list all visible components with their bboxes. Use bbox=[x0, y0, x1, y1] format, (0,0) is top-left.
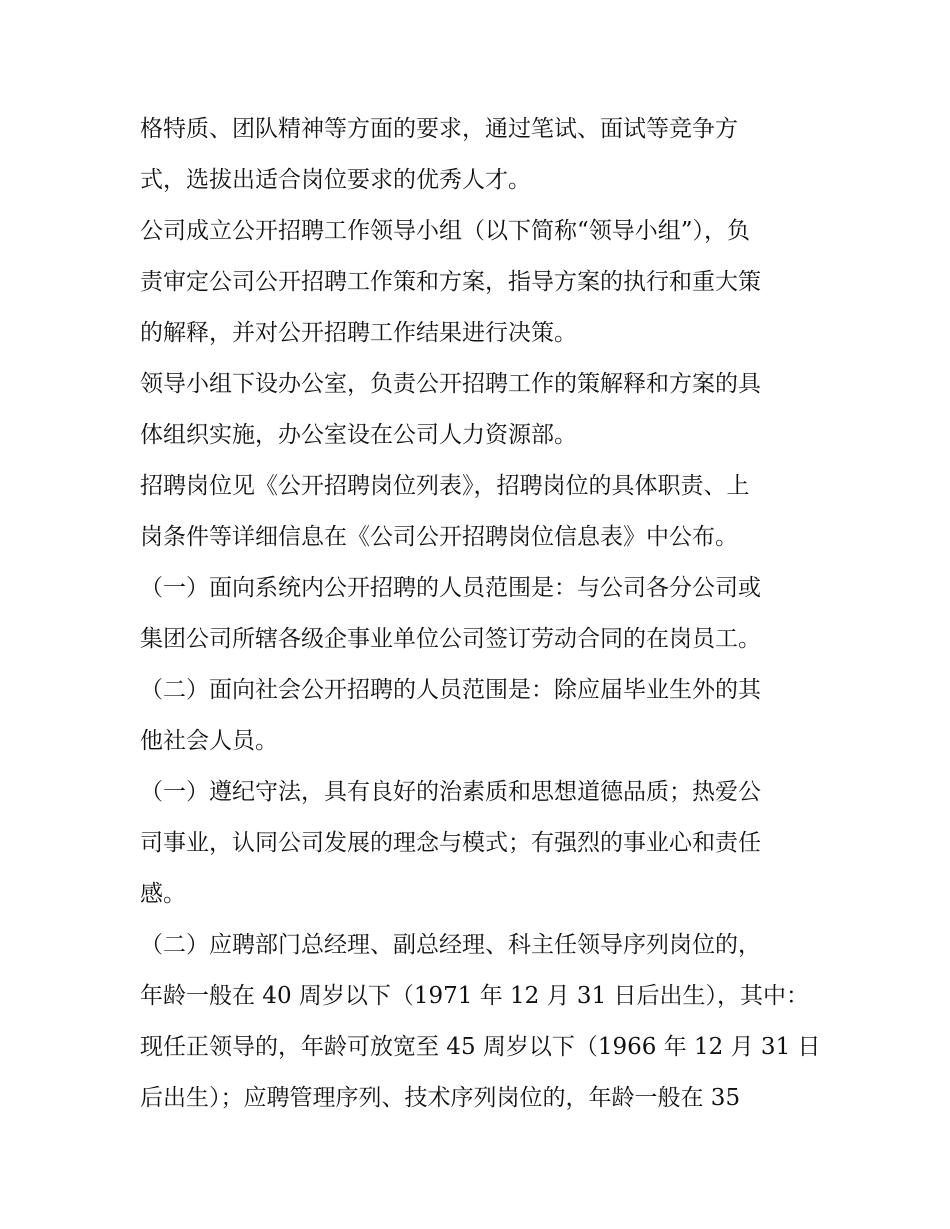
text-line: 公司成立公开招聘工作领导小组（以下简称“领导小组”），负 bbox=[140, 218, 751, 244]
text-line: 格特质、团队精神等方面的要求，通过笔试、面试等竞争方 bbox=[140, 116, 738, 142]
text-line: 年龄一般在 40 周岁以下（1971 年 12 月 31 日后出生），其中： bbox=[140, 983, 810, 1009]
paragraph-external-scope bbox=[140, 665, 820, 767]
document-body bbox=[140, 104, 820, 1124]
text-line: 他社会人员。 bbox=[140, 728, 278, 754]
paragraph-leadership-group bbox=[140, 206, 820, 359]
text-line: （二）应聘部门总经理、副总经理、科主任领导序列岗位的， bbox=[140, 932, 761, 958]
text-line: 领导小组下设办公室，负责公开招聘工作的策解释和方案的具 bbox=[140, 371, 761, 397]
paragraph-office bbox=[140, 359, 820, 461]
paragraph-requirement-1 bbox=[140, 767, 820, 920]
text-line: （一）面向系统内公开招聘的人员范围是：与公司各分公司或 bbox=[140, 575, 761, 601]
text-line: 感。 bbox=[140, 881, 186, 907]
text-line: （一）遵纪守法，具有良好的治素质和思想道德品质；热爱公 bbox=[140, 779, 761, 805]
text-line: 式，选拔出适合岗位要求的优秀人才。 bbox=[140, 167, 531, 193]
text-line: 现任正领导的，年龄可放宽至 45 周岁以下（1966 年 12 月 31 日 bbox=[140, 1034, 821, 1060]
text-line: 司事业，认同公司发展的理念与模式；有强烈的事业心和责任 bbox=[140, 830, 761, 856]
paragraph-positions bbox=[140, 461, 820, 563]
text-line: 后出生）；应聘管理序列、技术序列岗位的，年龄一般在 35 bbox=[140, 1085, 741, 1111]
text-line: 体组织实施，办公室设在公司人力资源部。 bbox=[140, 422, 577, 448]
text-line: 岗条件等详细信息在《公司公开招聘岗位信息表》中公布。 bbox=[140, 524, 738, 550]
paragraph-internal-scope bbox=[140, 563, 820, 665]
paragraph-requirement-2 bbox=[140, 920, 820, 1124]
paragraph-selection-criteria bbox=[140, 104, 820, 206]
text-line: 集团公司所辖各级企事业单位公司签订劳动合同的在岗员工。 bbox=[140, 626, 761, 652]
text-line: （二）面向社会公开招聘的人员范围是：除应届毕业生外的其 bbox=[140, 677, 761, 703]
text-line: 的解释，并对公开招聘工作结果进行决策。 bbox=[140, 320, 577, 346]
text-line: 责审定公司公开招聘工作策和方案，指导方案的执行和重大策 bbox=[140, 269, 761, 295]
text-line: 招聘岗位见《公开招聘岗位列表》，招聘岗位的具体职责、上 bbox=[140, 473, 750, 499]
